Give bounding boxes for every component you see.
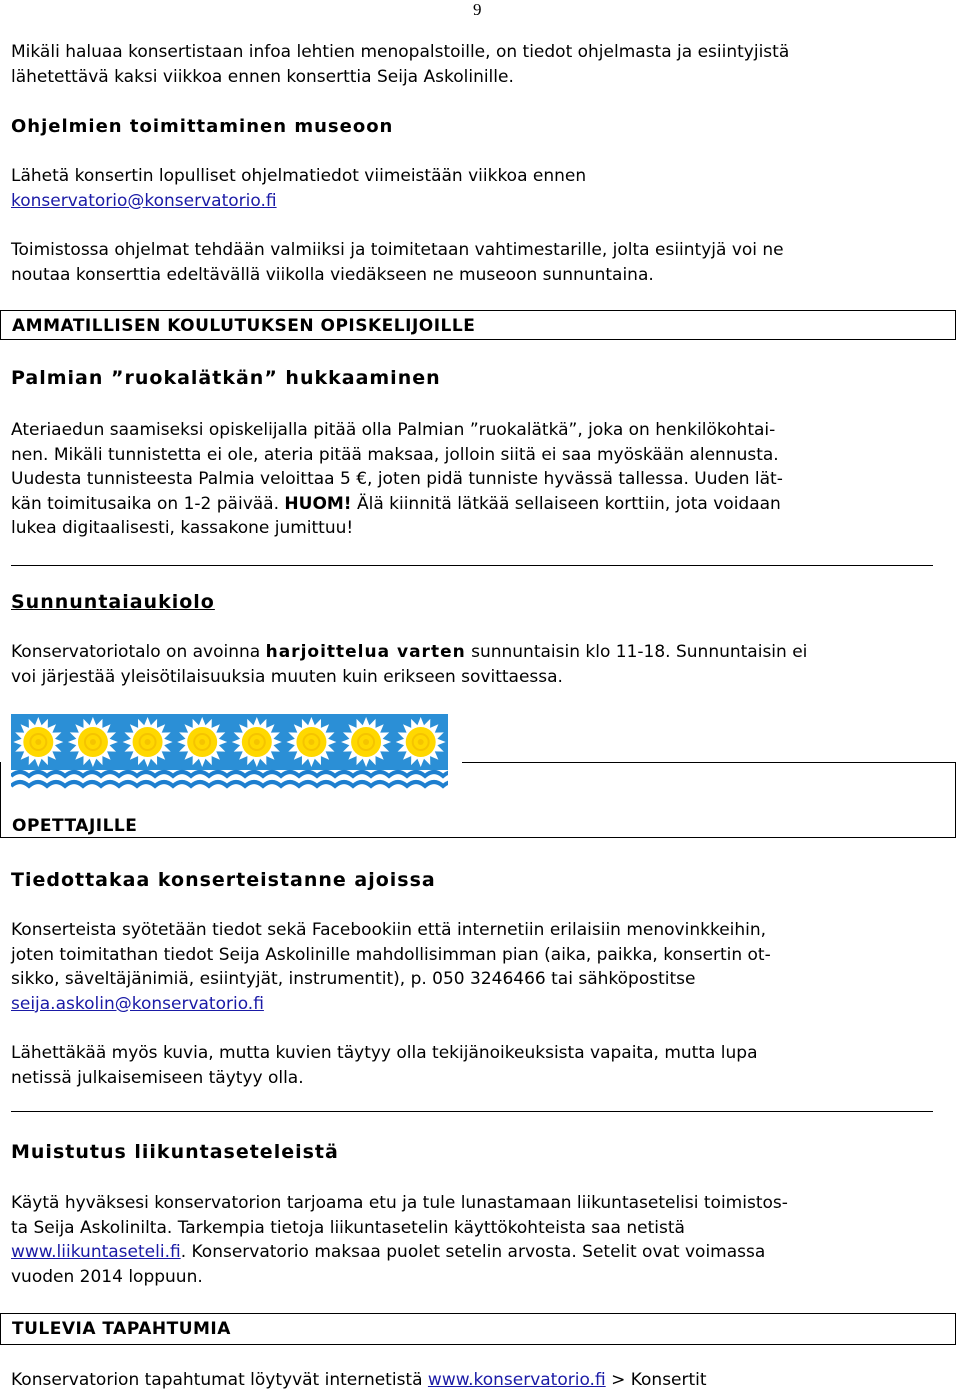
sun-center	[363, 739, 369, 745]
section-divider	[11, 1111, 933, 1112]
paragraph-line: vuoden 2014 loppuun.	[11, 1266, 203, 1287]
sports-paragraph	[11, 1191, 946, 1289]
text-span: > Konsertit	[605, 1370, 707, 1390]
practice-emphasis: harjoittelua varten	[265, 642, 466, 662]
text-span: . Konservatorio maksaa puolet setelin arvosta. Setelit ovat voimassa	[180, 1242, 766, 1262]
sun-center	[199, 739, 205, 745]
sunday-paragraph	[11, 640, 946, 689]
intro-paragraph	[11, 40, 946, 89]
paragraph-line: Lähettäkää myös kuvia, mutta kuvien täytyy olla tekijänoikeuksista vapaita, mutta lupa	[11, 1043, 758, 1063]
sun-center	[418, 739, 424, 745]
huom-emphasis: HUOM!	[284, 493, 352, 514]
paragraph-line: Uudesta tunnisteesta Palmia veloittaa 5 €, joten pidä tunniste hyvässä tallessa. Uuden lät-	[11, 469, 783, 489]
program-delivery-text	[11, 164, 946, 213]
seija-email-link[interactable]: seija.askolin@konservatorio.fi	[11, 993, 264, 1014]
program-delivery-heading: Ohjelmien toimittaminen museoon	[11, 116, 394, 137]
events-paragraph	[11, 1368, 946, 1393]
program-delivery-line: Lähetä konsertin lopulliset ohjelmatiedot viimeistään viikkoa ennen	[11, 166, 587, 186]
paragraph-line: netissä julkaisemiseen täytyy olla.	[11, 1067, 304, 1088]
section-divider	[11, 565, 933, 566]
paragraph-line: nen. Mikäli tunnistetta ei ole, ateria pitää maksaa, jolloin siitä ei saa myöskään alennusta.	[11, 444, 779, 465]
vocational-section-title: AMMATILLISEN KOULUTUKSEN OPISKELIJOILLE	[12, 316, 476, 336]
paragraph-line: Konserteista syötetään tiedot sekä Facebookiin että internetiin erilaisiin menovinkkeihin,	[11, 920, 767, 940]
text-span: Konservatorion tapahtumat löytyvät internetistä	[11, 1370, 428, 1390]
teachers-paragraph	[11, 918, 946, 1016]
sports-heading: Muistutus liikuntaseteleistä	[11, 1141, 339, 1163]
text-span: kän toimitusaika on 1-2 päivää.	[11, 493, 285, 514]
paragraph-line	[11, 1240, 946, 1265]
liikuntaseteli-link[interactable]: www.liikuntaseteli.fi	[11, 1242, 181, 1262]
intro-line: lähetettävä kaksi viikkoa ennen konserttia Seija Askolinille.	[11, 66, 514, 87]
text-span: sunnuntaisin klo 11-18. Sunnuntaisin ei	[465, 642, 808, 662]
paragraph-line: joten toimitathan tiedot Seija Askolinille mahdollisimman pian (aika, paikka, konsertin ot-	[11, 944, 771, 965]
photos-paragraph	[11, 1041, 946, 1090]
paragraph-line: Käytä hyväksesi konservatorion tarjoama etu ja tule lunastamaan liikuntasetelisi toimistos-	[11, 1193, 788, 1213]
vocational-section-header	[0, 310, 956, 340]
events-section-header	[0, 1313, 956, 1345]
paragraph-line	[11, 492, 946, 517]
konservatorio-link[interactable]: www.konservatorio.fi	[427, 1370, 606, 1390]
office-email-link[interactable]: konservatorio@konservatorio.fi	[11, 190, 277, 211]
paragraph-line	[11, 640, 946, 665]
paragraph-line: Ateriaedun saamiseksi opiskelijalla pitää olla Palmian ”ruokalätkä”, joka on henkilökohtai-	[11, 420, 776, 440]
paragraph-line: ta Seija Askolinilta. Tarkempia tietoja liikuntasetelin käyttökohteista saa netistä	[11, 1217, 685, 1238]
page-number: 9	[473, 0, 482, 19]
paragraph-line: Toimistossa ohjelmat tehdään valmiiksi ja toimitetaan vahtimestarille, jolta esiintyjä voi ne	[11, 240, 784, 260]
sun-center	[90, 739, 96, 745]
paragraph-line: sikko, säveltäjänimiä, esiintyjät, instrumentit), p. 050 3246466 tai sähköpostitse	[11, 969, 696, 989]
teachers-section-header	[0, 762, 956, 838]
events-section-title: TULEVIA TAPAHTUMIA	[12, 1319, 231, 1339]
program-delivery-paragraph	[11, 238, 946, 287]
paragraph-line: voi järjestää yleisötilaisuuksia muuten kuin erikseen sovittaessa.	[11, 666, 563, 687]
sun-center	[308, 739, 314, 745]
teachers-section-title: OPETTAJILLE	[12, 816, 138, 836]
paragraph-line: lukea digitaalisesti, kassakone jumittuu!	[11, 518, 354, 538]
text-span: Älä kiinnitä lätkää sellaiseen korttiin, jota voidaan	[351, 493, 781, 514]
teachers-heading: Tiedottakaa konserteistanne ajoissa	[11, 869, 436, 891]
intro-line: Mikäli haluaa konsertistaan infoa lehtien menopalstoille, on tiedot ohjelmasta ja esiintyjistä	[11, 42, 790, 62]
paragraph-line: noutaa konserttia edeltävällä viikolla viedäkseen ne museoon sunnuntaina.	[11, 264, 654, 285]
sun-center	[145, 739, 151, 745]
sun-center	[254, 739, 260, 745]
sun-center	[35, 739, 41, 745]
text-span: Konservatoriotalo on avoinna	[11, 642, 266, 662]
palmia-paragraph	[11, 418, 946, 541]
palmia-heading: Palmian ”ruokalätkän” hukkaaminen	[11, 367, 441, 389]
sunday-heading: Sunnuntaiaukiolo	[11, 591, 215, 613]
